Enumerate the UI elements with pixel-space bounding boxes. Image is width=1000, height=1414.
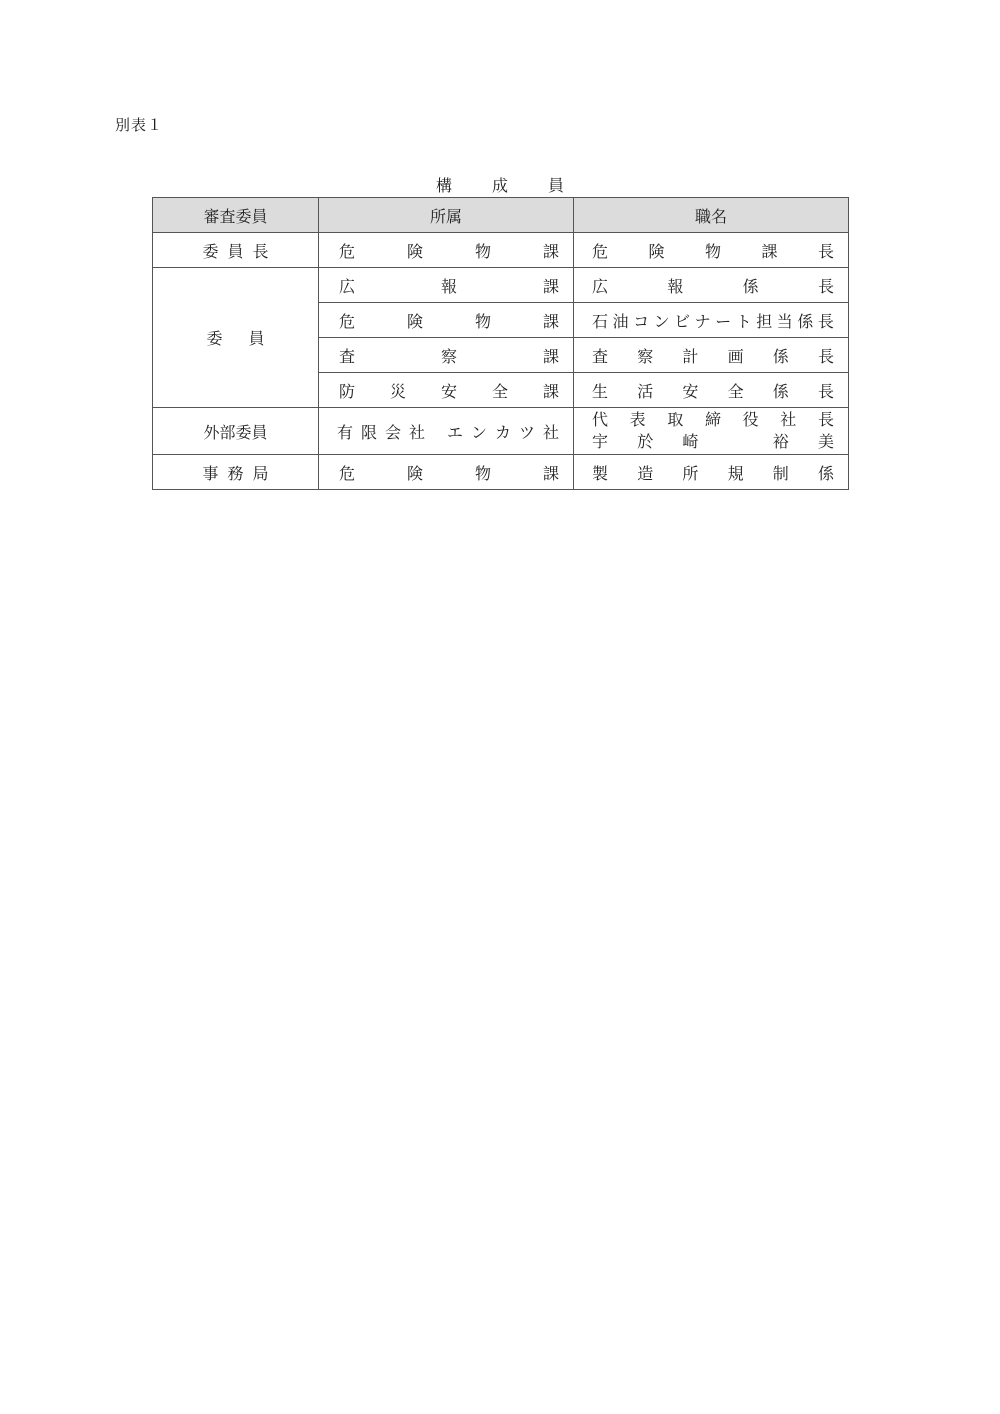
text-char: 課 xyxy=(761,241,778,261)
text-char: ン xyxy=(653,311,670,331)
text-char: 規 xyxy=(727,463,744,483)
text-char: 防 xyxy=(339,381,356,401)
position-text xyxy=(574,461,848,484)
text-char: 於 xyxy=(637,432,654,451)
text-char: 締 xyxy=(704,410,721,429)
title-char: 員 xyxy=(547,176,564,195)
position-text xyxy=(574,309,848,332)
position-cell xyxy=(574,338,849,373)
text-char: 険 xyxy=(406,241,423,261)
position-text xyxy=(574,274,848,297)
text-char: ト xyxy=(735,311,752,331)
text-char: 査 xyxy=(339,346,356,366)
text-char: 係 xyxy=(817,463,834,483)
text-char: 代 xyxy=(592,410,609,429)
text-char xyxy=(728,431,744,453)
text-char: 課 xyxy=(542,311,559,331)
text-char: ー xyxy=(715,311,732,331)
role-char: 委 xyxy=(202,241,219,261)
text-char: 危 xyxy=(339,241,356,261)
role-cell xyxy=(153,268,319,408)
affiliation-cell xyxy=(319,373,574,408)
affiliation-text xyxy=(319,274,573,297)
text-char: 生 xyxy=(592,381,609,401)
text-char: 危 xyxy=(339,311,356,331)
role-char: 長 xyxy=(252,241,269,261)
role-cell xyxy=(153,408,319,455)
text-char: 計 xyxy=(682,346,699,366)
affiliation-cell xyxy=(319,268,574,303)
text-char: 当 xyxy=(776,311,793,331)
company-type xyxy=(337,420,425,443)
position-text xyxy=(574,239,848,262)
text-char: 長 xyxy=(817,410,834,429)
text-char: 長 xyxy=(817,311,834,331)
text-char: 課 xyxy=(542,346,559,366)
table-row xyxy=(153,233,849,268)
table-title xyxy=(152,173,848,196)
table-row xyxy=(153,455,849,490)
text-char: 長 xyxy=(817,381,834,401)
affiliation-text xyxy=(319,309,573,332)
header-role: 審査委員 xyxy=(153,198,319,233)
text-char: 報 xyxy=(667,276,684,296)
title-char: 成 xyxy=(491,176,508,195)
affiliation-text xyxy=(319,461,573,484)
members-table xyxy=(152,197,849,490)
text-char: 課 xyxy=(542,381,559,401)
role-label: 外部委員 xyxy=(203,422,268,442)
text-char: 担 xyxy=(756,311,773,331)
text-char: 係 xyxy=(797,311,814,331)
text-char: 全 xyxy=(491,381,508,401)
role-char: 員 xyxy=(248,329,265,348)
affiliation-cell xyxy=(319,455,574,490)
text-char: 制 xyxy=(772,463,789,483)
text-char: 係 xyxy=(772,346,789,366)
text-char: 社 xyxy=(408,422,425,442)
text-char: ン xyxy=(470,422,487,442)
text-char: 役 xyxy=(742,410,759,429)
text-char: 限 xyxy=(360,422,377,442)
text-char: 課 xyxy=(542,241,559,261)
text-char: 長 xyxy=(817,276,834,296)
text-char: 物 xyxy=(474,463,491,483)
text-char: エ xyxy=(447,422,464,442)
text-char: 長 xyxy=(817,346,834,366)
text-char: 有 xyxy=(337,422,354,442)
text-char: 険 xyxy=(406,463,423,483)
position-text xyxy=(574,379,848,402)
text-char: 察 xyxy=(440,346,457,366)
affiliation-text xyxy=(319,379,573,402)
text-char: 長 xyxy=(817,241,834,261)
header-affiliation: 所属 xyxy=(319,198,574,233)
text-char: 安 xyxy=(440,381,457,401)
table-row xyxy=(153,268,849,303)
position-cell xyxy=(574,303,849,338)
role-char: 局 xyxy=(252,463,269,483)
position-cell xyxy=(574,233,849,268)
text-char: 画 xyxy=(727,346,744,366)
text-char: 裕 xyxy=(772,432,789,451)
position-line-person xyxy=(574,431,848,453)
text-char: 社 xyxy=(542,422,559,442)
affiliation-cell xyxy=(319,233,574,268)
text-char: 造 xyxy=(637,463,654,483)
text-char: 係 xyxy=(742,276,759,296)
text-char: 危 xyxy=(339,463,356,483)
affiliation-cell xyxy=(319,303,574,338)
affiliation-text xyxy=(319,344,573,367)
text-char: 活 xyxy=(637,381,654,401)
position-text xyxy=(574,409,848,453)
position-text xyxy=(574,344,848,367)
text-char: 災 xyxy=(389,381,406,401)
text-char: 査 xyxy=(592,346,609,366)
position-cell xyxy=(574,373,849,408)
text-char: 物 xyxy=(474,311,491,331)
table-title-text xyxy=(436,173,564,196)
text-char: 広 xyxy=(592,276,609,296)
text-char: 険 xyxy=(406,311,423,331)
role-label xyxy=(203,461,269,484)
title-char: 構 xyxy=(436,176,453,195)
company-name xyxy=(447,420,559,443)
text-char: コ xyxy=(633,311,650,331)
text-char: 課 xyxy=(542,463,559,483)
position-cell xyxy=(574,455,849,490)
table-row xyxy=(153,408,849,455)
role-cell xyxy=(153,233,319,268)
text-char: カ xyxy=(494,422,511,442)
text-char: 石 xyxy=(592,311,609,331)
text-char: 報 xyxy=(440,276,457,296)
text-char: 油 xyxy=(612,311,629,331)
text-char: 全 xyxy=(727,381,744,401)
text-char: 課 xyxy=(542,276,559,296)
position-cell xyxy=(574,408,849,455)
affiliation-cell xyxy=(319,338,574,373)
role-label xyxy=(203,239,269,262)
role-char: 員 xyxy=(227,241,244,261)
role-char: 委 xyxy=(206,329,223,348)
text-char: ツ xyxy=(518,422,535,442)
text-char: 取 xyxy=(667,410,684,429)
text-char: 険 xyxy=(648,241,665,261)
affiliation-text xyxy=(319,420,573,443)
text-char: 安 xyxy=(682,381,699,401)
position-cell xyxy=(574,268,849,303)
header-position: 職名 xyxy=(574,198,849,233)
role-cell xyxy=(153,455,319,490)
text-char: 係 xyxy=(772,381,789,401)
header-row xyxy=(153,198,849,233)
text-char: ナ xyxy=(694,311,711,331)
role-char: 事 xyxy=(202,463,219,483)
text-char: 所 xyxy=(682,463,699,483)
text-char: 表 xyxy=(629,410,646,429)
role-label xyxy=(207,326,265,349)
text-char: ビ xyxy=(674,311,691,331)
text-char: 物 xyxy=(704,241,721,261)
text-char: 崎 xyxy=(682,432,699,451)
text-char: 宇 xyxy=(592,432,609,451)
role-char: 務 xyxy=(227,463,244,483)
affiliation-cell xyxy=(319,408,574,455)
text-char: 物 xyxy=(474,241,491,261)
text-char: 会 xyxy=(384,422,401,442)
text-char: 製 xyxy=(592,463,609,483)
affiliation-text xyxy=(319,239,573,262)
text-char: 危 xyxy=(592,241,609,261)
text-char: 社 xyxy=(780,410,797,429)
text-char: 美 xyxy=(817,432,834,451)
text-char: 察 xyxy=(637,346,654,366)
appendix-label: 別表１ xyxy=(115,116,164,134)
position-line-title xyxy=(574,409,848,431)
text-char: 広 xyxy=(339,276,356,296)
